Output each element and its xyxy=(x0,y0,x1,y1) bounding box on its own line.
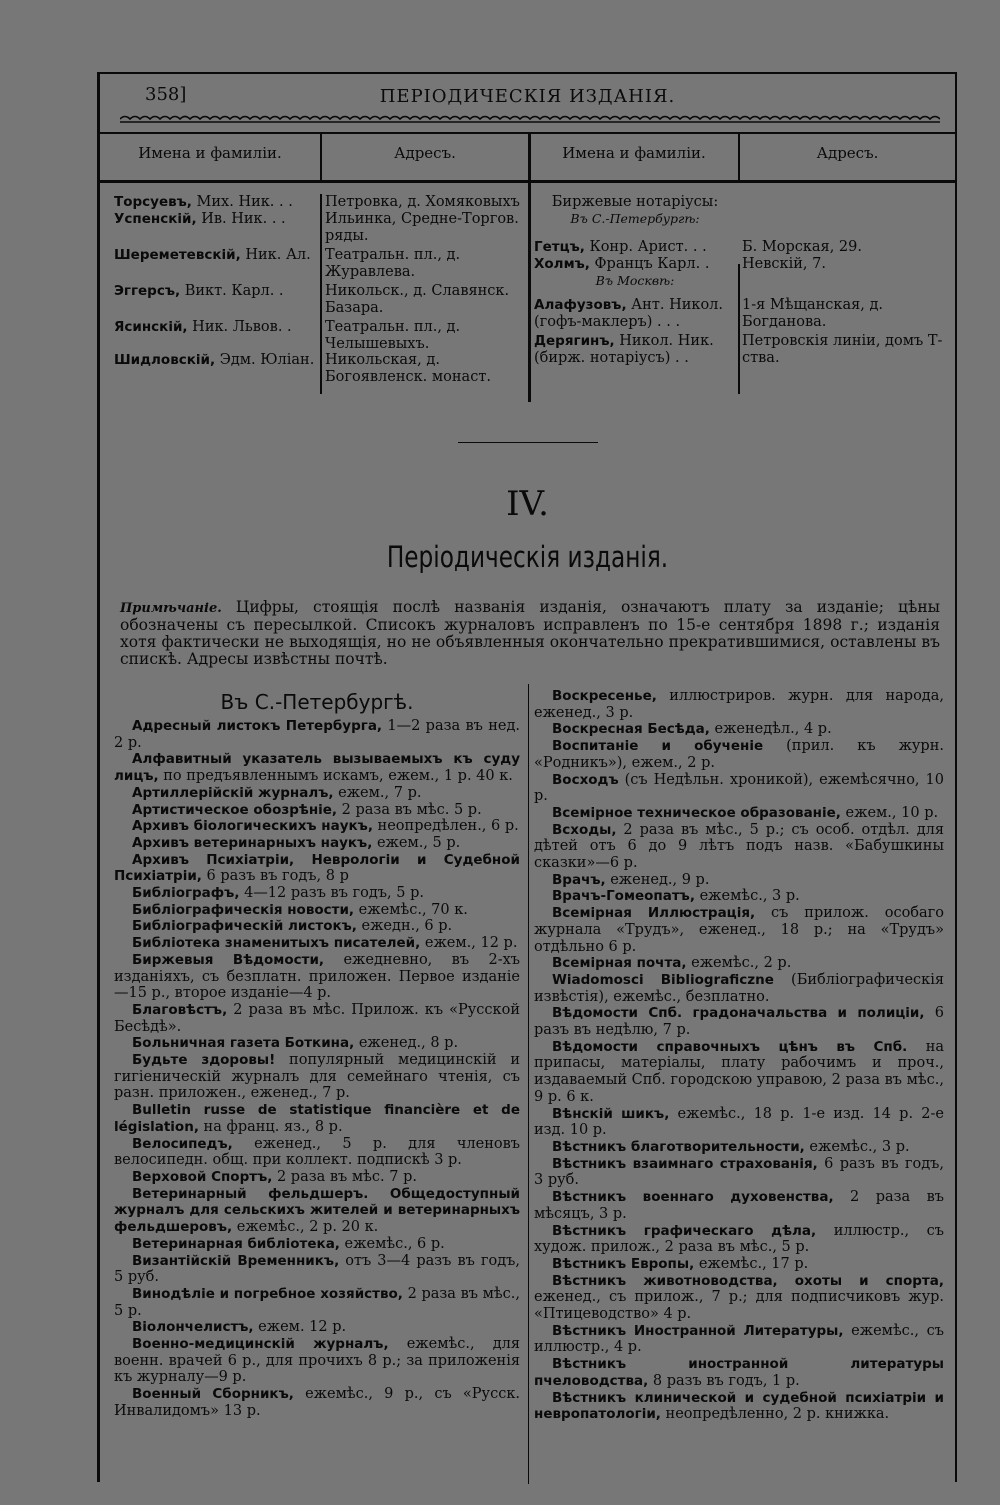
periodical-title: Вѣдомости справочныхъ цѣнъ въ Спб. xyxy=(552,1038,908,1055)
periodical-entry xyxy=(114,1002,520,1035)
periodical-entry xyxy=(114,852,520,885)
periodical-entry xyxy=(114,1186,520,1236)
periodical-details: еженедѣл., 4 р. xyxy=(709,721,832,738)
periodical-title: Ветеринарный фельдшеръ. Общедоступный журналъ для сельскихъ жителей и ветеринарныхъ фельдшеровъ, xyxy=(114,1185,520,1236)
periodical-details: (съ Недѣльн. хроникой), ежемѣсячно, 10 р. xyxy=(534,771,944,805)
periodical-details: иллюстр., съ худож. прилож., 2 раза въ мѣс., 5 р. xyxy=(534,1222,945,1256)
periodical-entry xyxy=(534,1273,944,1323)
periodical-details: 2 раза въ мѣс., 5 р. xyxy=(114,1285,520,1319)
periodical-details: еженед., 5 р. для членовъ велосипедн. общ. при коллект. подпискѣ 3 р. xyxy=(114,1135,520,1169)
periodical-details: на припасы, матеріалы, плату рабочимъ и проч., издаваемый Спб. городскою управою, 2 раза въ мѣс., 9 р. 6 к. xyxy=(534,1038,945,1105)
periodical-details: иллюстриров. журн. для народа, еженед., 3 р. xyxy=(534,688,944,721)
periodical-entry xyxy=(534,1356,944,1389)
periodical-details: ежемѣс., 18 р. 1-е изд. 14 р. 2-е изд. 10 р. xyxy=(534,1105,944,1139)
periodical-title: Віолончелистъ, xyxy=(132,1319,254,1336)
periodical-details: съ прилож. особаго журнала «Трудъ», еженед., 18 р.; на «Трудъ» отдѣльно 6 р. xyxy=(534,905,944,955)
periodical-entry xyxy=(534,1223,944,1256)
periodical-title: Воскресная Бесѣда, xyxy=(552,721,710,738)
table-row: Гетцъ, Конр. Арист. . . xyxy=(534,239,707,255)
periodical-title: Вѣнскій шикъ, xyxy=(552,1105,670,1122)
periodical-entry xyxy=(114,902,520,919)
periodical-entry xyxy=(114,1236,520,1253)
periodical-title: Верховой Спортъ, xyxy=(132,1168,273,1185)
periodical-title: Врачъ-Гомеопатъ, xyxy=(552,888,695,905)
table-row: Торсуевъ, Мих. Ник. . . xyxy=(114,194,293,210)
page-number: 358] xyxy=(145,84,187,105)
periodical-entry xyxy=(114,1136,520,1169)
col-divider-head-3 xyxy=(738,132,740,182)
address-cell: Ильинка, Средне-Торгов. ряды. xyxy=(325,211,519,244)
periodical-details: ежем., 12 р. xyxy=(420,935,518,952)
periodical-entry xyxy=(114,1286,520,1319)
periodical-details: ежемѣс., для военн. врачей 6 р., для прочихъ 8 р.; за приложенія къ журналу—9 р. xyxy=(114,1336,520,1386)
periodical-title: Биржевыя Вѣдомости, xyxy=(132,951,325,968)
col-head-names-1: Имена и фамиліи. xyxy=(138,144,282,162)
periodical-entry xyxy=(534,872,944,889)
address-cell: Невскій, 7. xyxy=(742,256,826,272)
col-head-address-1: Адресъ. xyxy=(394,144,456,162)
right-table-names xyxy=(534,194,736,366)
periodical-entry xyxy=(534,738,944,771)
periodical-entry xyxy=(114,918,520,935)
periodical-details: ежемѣс., 2 р. 20 к. xyxy=(232,1219,379,1236)
periodical-entry xyxy=(114,785,520,802)
periodical-entry xyxy=(534,688,944,721)
periodical-title: Всемірная почта, xyxy=(552,955,687,972)
periodical-details: еженед., 9 р. xyxy=(605,871,710,888)
periodical-details: 8 разъ въ годъ, 1 р. xyxy=(648,1372,800,1389)
address-cell: Б. Морская, 29. xyxy=(742,239,862,255)
periodical-entry xyxy=(114,1386,520,1419)
periodical-entry xyxy=(534,1005,944,1038)
periodical-title: Военно-медицинскій журналъ, xyxy=(132,1336,389,1353)
periodical-entry xyxy=(114,835,520,852)
table-row: Эггерсъ, Викт. Карл. . xyxy=(114,283,284,299)
periodical-details: ежемѣс., 3 р. xyxy=(804,1138,910,1155)
periodical-title: Велосипедъ, xyxy=(132,1135,233,1152)
periodical-title: Воскресенье, xyxy=(552,688,657,704)
periodical-title: Византійскій Временникъ, xyxy=(132,1252,340,1269)
table-row: Алафузовъ, Ант. Никол. (гофъ-маклеръ) . . . xyxy=(534,297,723,330)
table-row: Шереметевскій, Ник. Ал. xyxy=(114,247,311,263)
periodical-details: ежемѣс., 3 р. xyxy=(694,888,800,905)
periodical-entry xyxy=(534,972,944,1005)
periodical-details: ежем., 7 р. xyxy=(333,784,422,801)
col-head-address-2: Адресъ. xyxy=(816,144,879,162)
periodical-entry xyxy=(534,822,944,872)
periodical-title: Библіографическій листокъ, xyxy=(132,918,357,935)
periodical-title: Будьте здоровы! xyxy=(132,1052,276,1069)
periodical-entry xyxy=(534,772,944,805)
right-table-addresses xyxy=(742,194,947,366)
periodical-entry xyxy=(114,1336,520,1386)
periodical-details: 2 раза въ мѣсяцъ, 3 р. xyxy=(534,1189,944,1222)
col-divider-body-3 xyxy=(738,264,740,394)
periodical-details: 1—2 раза въ нед. 2 р. xyxy=(114,718,520,751)
periodical-title: Вѣстникъ графическаго дѣла, xyxy=(552,1222,817,1239)
periodical-title: Вѣстникъ Иностранной Литературы, xyxy=(552,1322,844,1339)
address-cell: Театральн. пл., д. Журавлева. xyxy=(325,247,461,280)
periodical-title: Библіографъ, xyxy=(132,885,240,902)
periodical-details: 2 раза въ мѣс. Прилож. къ «Русской Бесѣдѣ». xyxy=(114,1001,520,1035)
periodical-details: ежем. 12 р. xyxy=(253,1319,347,1336)
col-head-names-2: Имена и фамиліи. xyxy=(562,144,706,162)
periodical-details: неопредѣленно, 2 р. книжка. xyxy=(660,1406,890,1423)
periodical-details: 2 раза въ мѣс., 5 р.; съ особ. отдѣл. для дѣтей отъ 6 до 9 лѣтъ подъ назв. «Бабушкины сказки»—6 р. xyxy=(534,821,944,872)
periodical-title: Библіотека знаменитыхъ писателей, xyxy=(132,935,421,952)
moscow-subheading: Въ Москвѣ: xyxy=(595,273,675,288)
table-row: Успенскій, Ив. Ник. . . xyxy=(114,211,286,227)
periodical-entry xyxy=(114,952,520,1002)
periodical-entry xyxy=(534,905,944,955)
periodical-details: ежемѣс., 2 р. xyxy=(686,955,792,972)
periodical-details: еженед., 8 р. xyxy=(354,1035,459,1052)
periodical-details: ежемѣс., съ иллюстр., 4 р. xyxy=(534,1322,944,1356)
address-cell: Театральн. пл., д. Челышевыхъ. xyxy=(325,319,461,352)
periodical-entry xyxy=(114,751,520,784)
address-cell: Никольск., д. Славянск. Базара. xyxy=(325,283,510,316)
periodical-entry xyxy=(534,1390,944,1423)
right-column xyxy=(534,688,944,1423)
periodical-title: Архивъ ветеринарныхъ наукъ, xyxy=(132,834,373,851)
periodical-details: 2 раза въ мѣс. 5 р. xyxy=(337,801,482,818)
periodical-title: Алфавитный указатель вызываемыхъ къ суду лицъ, xyxy=(114,751,520,785)
periodical-entry xyxy=(114,1102,520,1135)
periodical-entry xyxy=(114,885,520,902)
periodical-entry xyxy=(534,1189,944,1222)
section-title: Періодическія изданія. xyxy=(386,540,669,574)
periodical-entry xyxy=(534,955,944,972)
periodical-details: ежемѣс., 17 р. xyxy=(694,1255,809,1272)
periodical-details: 2 раза въ мѣс. 7 р. xyxy=(272,1168,417,1185)
running-title: ПЕРІОДИЧЕСКІЯ ИЗДАНІЯ. xyxy=(379,86,676,107)
periodical-entry xyxy=(534,805,944,822)
periodical-title: Вѣстникъ Европы, xyxy=(552,1255,695,1272)
col-divider-center xyxy=(528,132,531,402)
periodical-details: на франц. яз., 8 р. xyxy=(198,1118,343,1135)
periodical-details: 6 разъ въ годъ, 8 р xyxy=(201,868,349,885)
periodical-entry xyxy=(114,1052,520,1102)
col-divider-head-1 xyxy=(320,132,322,182)
left-table-names xyxy=(114,194,319,369)
table-row: Ясинскій, Ник. Львов. . xyxy=(114,319,292,335)
periodical-entry xyxy=(534,1139,944,1156)
periodical-details: ежедневно, въ 2-хъ изданіяхъ, съ безплатн. приложен. Первое изданіе—15 р., второе изданіе—4 р. xyxy=(114,951,520,1002)
periodical-details: 4—12 разъ въ годъ, 5 р. xyxy=(239,885,424,902)
table-row: Холмъ, Францъ Карл. . xyxy=(534,256,710,272)
periodical-entry xyxy=(534,1156,944,1189)
periodical-title: Артиллерійскій журналъ, xyxy=(132,784,334,801)
periodical-entry xyxy=(114,802,520,819)
notaries-heading: Биржевые нотаріусы: xyxy=(551,194,719,210)
address-cell: Петровка, д. Хомяковыхъ xyxy=(325,194,520,210)
periodical-title: Вѣстникъ животноводства, охоты и спорта, xyxy=(552,1272,944,1289)
periodical-details: еженед., съ прилож., 7 р.; для подписчиковъ жур. «Птицеводство» 4 р. xyxy=(534,1289,944,1323)
periodical-title: Wiadomosci Bibliograficzne xyxy=(552,971,774,988)
periodical-title: Воспитаніе и обученіе xyxy=(552,738,764,755)
periodical-title: Вѣстникъ взаимнаго страхованія, xyxy=(552,1155,818,1172)
periodical-title: Благовѣстъ, xyxy=(132,1001,228,1018)
periodical-details: (Библіографическія извѣстія), ежемѣс., безплатно. xyxy=(534,971,944,1005)
periodical-title: Архивъ Психіатріи, Неврологіи и Судебной Психіатріи, xyxy=(114,851,520,885)
periodical-details: (прил. къ журн. «Родникъ»), ежем., 2 р. xyxy=(534,738,944,771)
periodical-details: 6 разъ въ годъ, 3 руб. xyxy=(534,1155,944,1189)
periodical-entry xyxy=(534,1323,944,1356)
periodical-title: Вѣстникъ клинической и судебной психіатріи и невропатологіи, xyxy=(534,1389,944,1423)
col-divider-body-1 xyxy=(320,194,322,394)
periodical-title: Больничная газета Боткина, xyxy=(132,1035,355,1052)
periodical-details: ежем., 5 р. xyxy=(372,834,461,851)
periodical-title: Bulletin russe de statistique financière et de législation, xyxy=(114,1102,520,1135)
periodical-title: Вѣстникъ благотворительности, xyxy=(552,1138,805,1155)
table-row: Шидловскій, Эдм. Юліан. xyxy=(114,352,315,368)
periodical-details: по предъявленнымъ искамъ, ежем., 1 р. 40 к. xyxy=(158,768,513,785)
periodical-details: ежедн., 6 р. xyxy=(356,918,453,935)
periodical-entry xyxy=(114,1035,520,1052)
periodical-title: Вѣстникъ иностранной литературы пчеловодства, xyxy=(534,1356,944,1389)
periodical-title: Врачъ, xyxy=(552,871,606,888)
periodical-entry xyxy=(114,935,520,952)
periodical-details: ежемѣс., 9 р., съ «Русск. Инвалидомъ» 13 р. xyxy=(114,1386,520,1419)
section-number: IV. xyxy=(506,484,549,524)
address-cell: 1-я Мѣщанская, д. Богданова. xyxy=(742,297,883,330)
table-row: Дерягинъ, Никол. Ник. (бирж. нотаріусъ) . . xyxy=(534,333,714,366)
address-cell: Никольская, д. Богоявленск. монаст. xyxy=(325,352,491,385)
periodical-entry xyxy=(534,888,944,905)
periodical-entry xyxy=(114,1169,520,1186)
periodical-details: отъ 3—4 разъ въ годъ, 5 руб. xyxy=(114,1252,520,1286)
note-text: Цифры, стоящія послѣ названія изданія, означаютъ плату за изданіе; цѣны обозначены съ пересылкой. Списокъ журналовъ исправленъ по 15-е сентября 1898 г.; изданія хотя фактически не выходящія, но не объявленныя окончательно прекратившимися, оставлены въ спискѣ. Адресы извѣстны почтѣ. xyxy=(120,598,940,668)
periodical-details: популярный медицинскій и гигіеническій журналъ для семейнаго чтенія, съ разн. приложен., еженед., 7 р. xyxy=(114,1052,520,1102)
periodical-title: Адресный листокъ Петербурга, xyxy=(132,718,383,734)
periodical-entry xyxy=(114,718,520,751)
periodical-title: Ветеринарная библіотека, xyxy=(132,1235,340,1252)
periodical-title: Артистическое обозрѣніе, xyxy=(132,801,338,818)
periodical-entry xyxy=(534,1106,944,1139)
periodical-title: Вѣдомости Спб. градоначальства и полиціи, xyxy=(552,1005,925,1022)
city-heading: Въ С.-Петербургѣ. xyxy=(220,690,414,714)
periodical-entry xyxy=(114,818,520,835)
periodical-entry xyxy=(114,1253,520,1286)
column-separator xyxy=(528,684,529,1484)
spb-subheading: Въ С.-Петербургѣ: xyxy=(570,211,700,226)
note-lead: Примѣчаніе. xyxy=(120,601,222,616)
left-column xyxy=(114,688,520,1420)
periodical-details: неопредѣлен., 6 р. xyxy=(372,818,519,835)
periodical-entry xyxy=(534,1256,944,1273)
periodical-details: ежемѣс., 6 р. xyxy=(339,1235,445,1252)
periodical-entry xyxy=(534,721,944,738)
book-page xyxy=(97,72,957,1482)
periodical-title: Восходъ xyxy=(552,771,619,788)
wavy-rule xyxy=(120,114,940,124)
periodical-entry xyxy=(534,1039,944,1106)
periodical-title: Всходы, xyxy=(552,821,617,838)
periodical-title: Всемірное техническое образованіе, xyxy=(552,804,841,821)
periodical-details: 6 разъ въ недѣлю, 7 р. xyxy=(534,1005,944,1039)
periodical-title: Архивъ біологическихъ наукъ, xyxy=(132,818,373,835)
left-table-addresses xyxy=(325,194,525,385)
page-header xyxy=(100,74,955,122)
periodical-title: Винодѣліе и погребное хозяйство, xyxy=(132,1285,403,1302)
section-divider xyxy=(458,442,598,443)
note-paragraph xyxy=(120,599,940,668)
periodical-title: Вѣстникъ военнаго духовенства, xyxy=(552,1189,834,1206)
periodical-title: Всемірная Иллюстрація, xyxy=(552,905,756,922)
periodical-details: ежем., 10 р. xyxy=(840,804,939,821)
periodical-title: Библіографическія новости, xyxy=(132,901,355,918)
periodical-title: Военный Сборникъ, xyxy=(132,1386,294,1403)
periodical-entry xyxy=(114,1319,520,1336)
periodical-details: ежемѣс., 70 к. xyxy=(354,901,468,918)
address-cell: Петровскія линіи, домъ Т-ства. xyxy=(742,333,943,366)
